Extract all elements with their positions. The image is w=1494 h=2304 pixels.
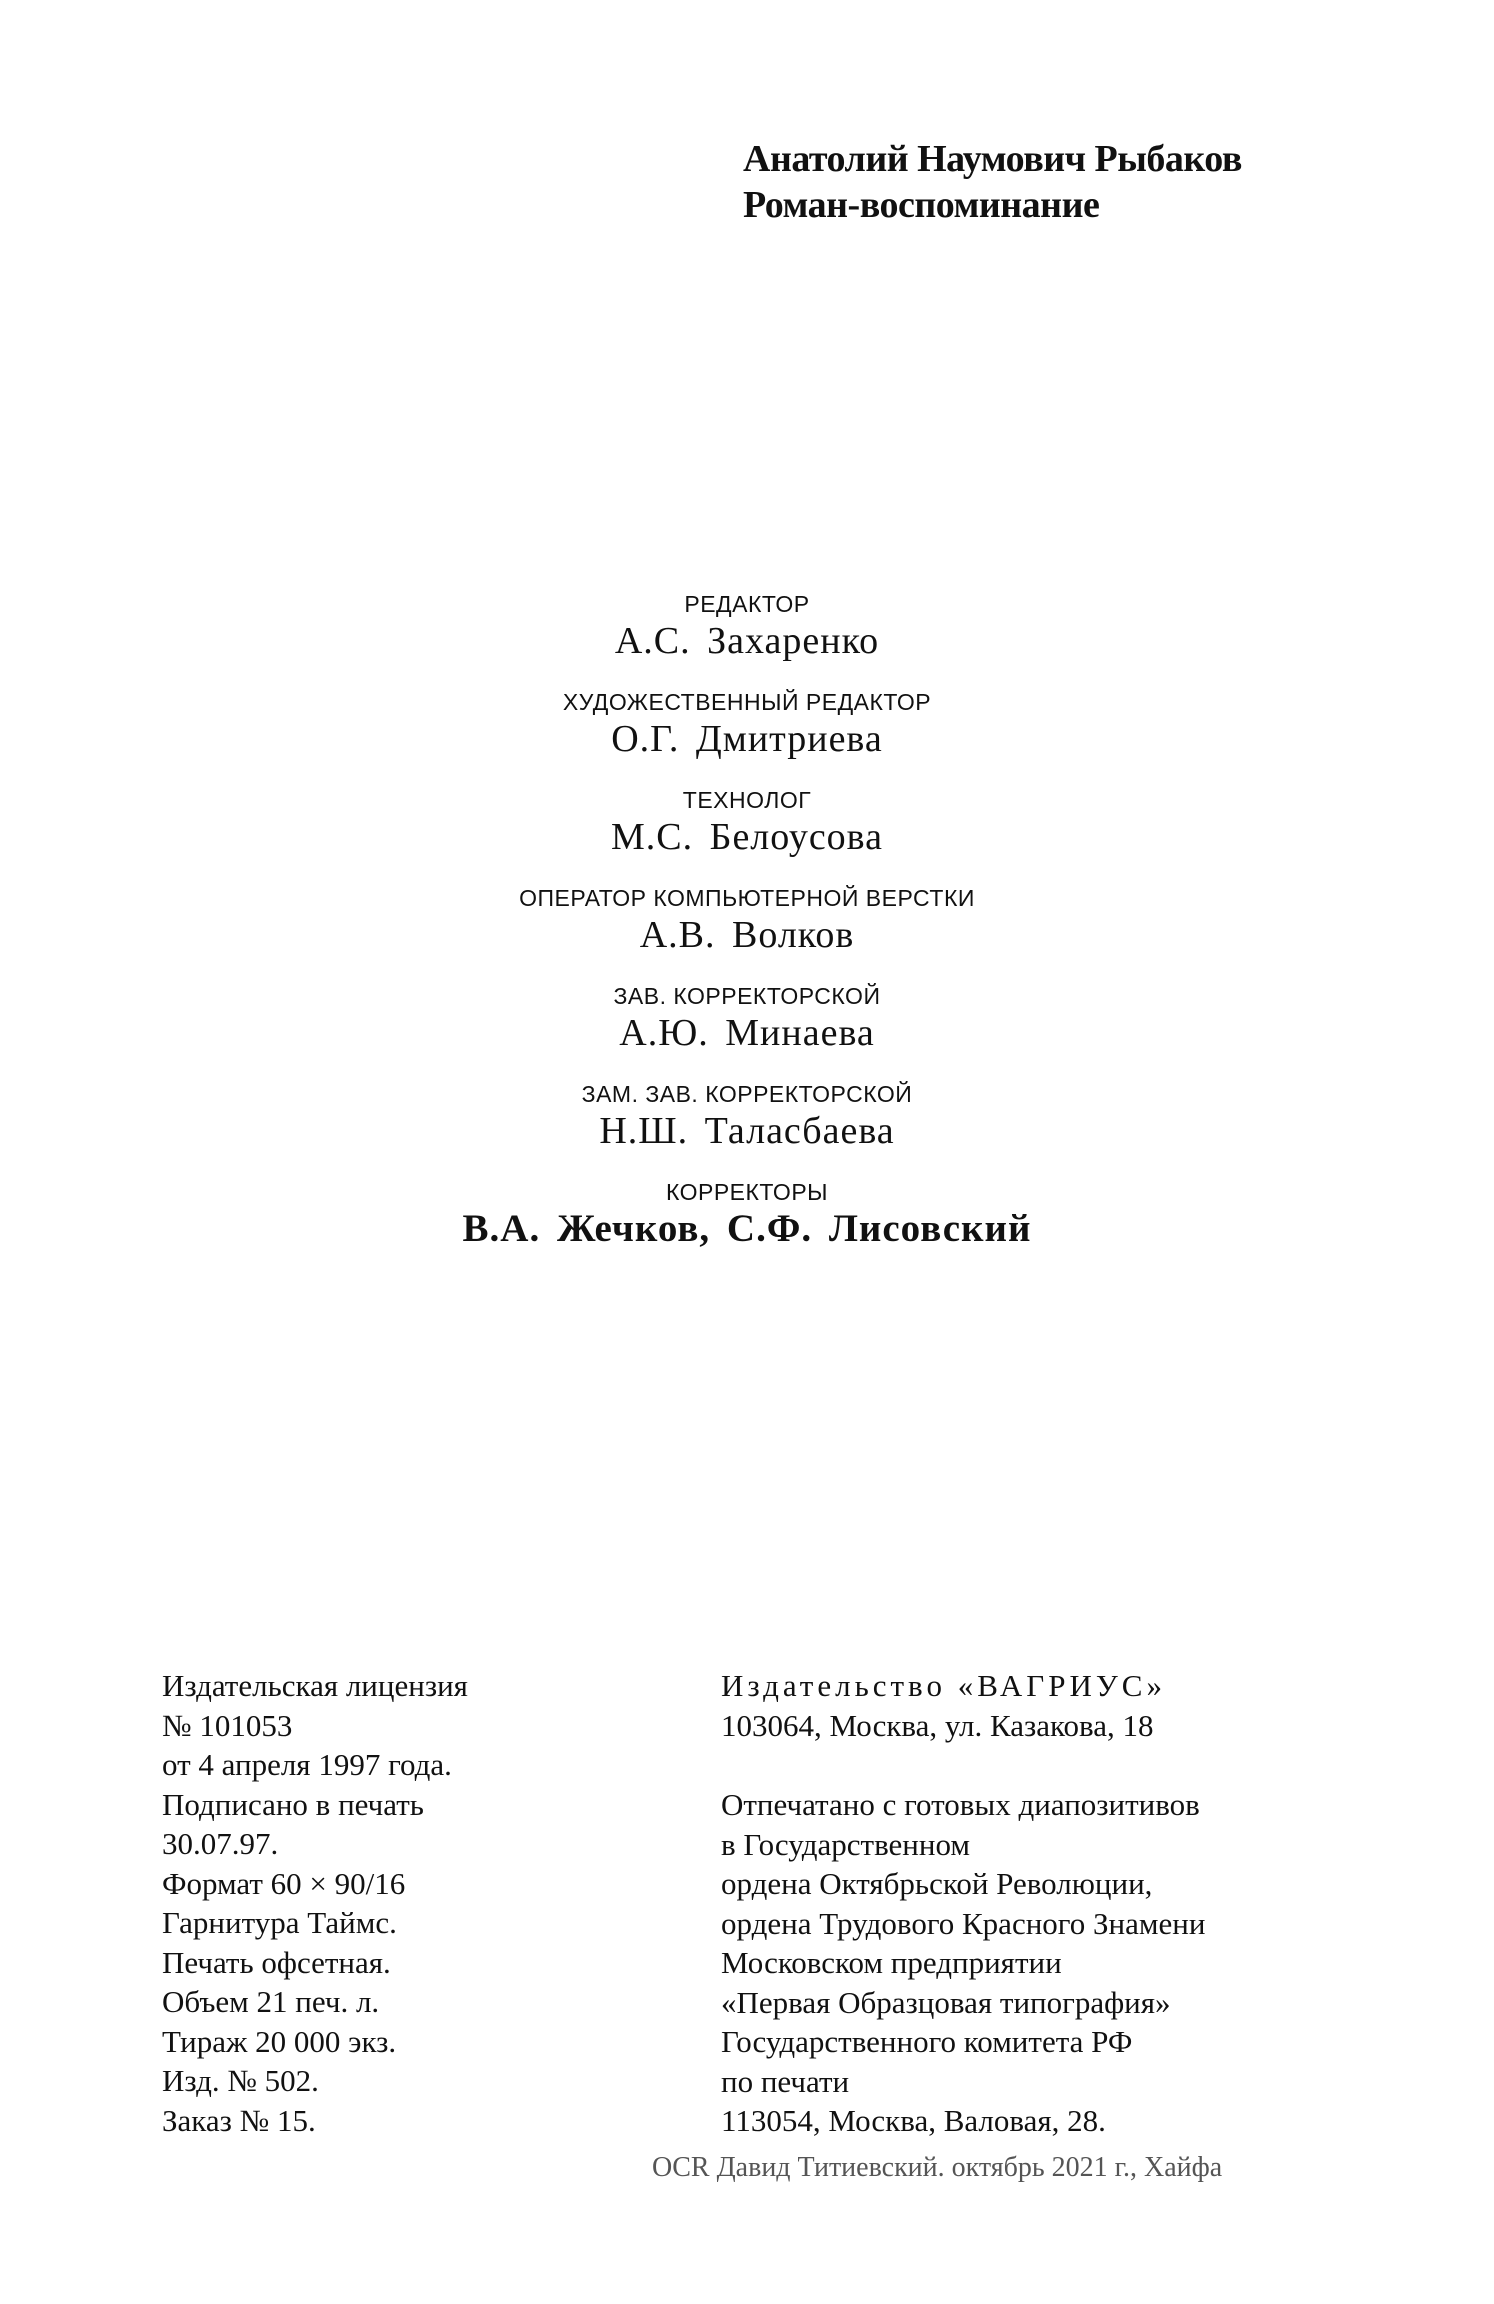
credit-editor xyxy=(0,590,1494,664)
credit-layout-operator xyxy=(0,884,1494,958)
credit-role: ХУДОЖЕСТВЕННЫЙ РЕДАКТОР xyxy=(562,689,932,715)
credit-name: Н.Ш. Таласбаева xyxy=(599,1110,895,1152)
credit-deputy-head-proofreader xyxy=(0,1080,1494,1154)
imprint-line: Подписано в печать xyxy=(162,1786,424,1822)
printer-line: Государственного комитета РФ xyxy=(721,2024,1133,2059)
printer-line: ордена Октябрьской Революции, xyxy=(721,1866,1153,1901)
credit-name: А.С. Захаренко xyxy=(614,620,880,662)
printer-line: Отпечатано с готовых диапозитивов xyxy=(721,1787,1200,1822)
credit-role: ОПЕРАТОР КОМПЬЮТЕРНОЙ ВЕРСТКИ xyxy=(519,885,975,911)
credit-art-editor xyxy=(0,688,1494,762)
author-name: Анатолий Наумович Рыбаков xyxy=(743,138,1242,180)
publisher-address: 103064, Москва, ул. Казакова, 18 xyxy=(721,1707,1154,1743)
credit-technologist xyxy=(0,786,1494,860)
printer-line: 113054, Москва, Валовая, 28. xyxy=(721,2103,1106,2138)
credit-role: РЕДАКТОР xyxy=(684,591,810,617)
imprint-line: № 101053 xyxy=(162,1707,293,1743)
credit-name: М.С. Белоусова xyxy=(610,816,883,858)
printer-line: в Государственном xyxy=(721,1826,971,1862)
credit-name: А.Ю. Минаева xyxy=(619,1012,875,1054)
imprint-left-column xyxy=(162,1666,468,2140)
credit-name: А.В. Волков xyxy=(639,914,855,956)
publisher-name: Издательство «ВАГРИУС» xyxy=(721,1668,1166,1703)
imprint-line: от 4 апреля 1997 года. xyxy=(162,1747,452,1782)
book-genre: Роман-воспоминание xyxy=(743,184,1100,226)
printer-line: «Первая Образцовая типография» xyxy=(721,1984,1171,2020)
imprint-line: Издательская лицензия xyxy=(162,1668,468,1703)
credit-role: КОРРЕКТОРЫ xyxy=(665,1179,829,1205)
printer-line: ордена Трудового Красного Знамени xyxy=(721,1905,1206,1941)
credit-role: ТЕХНОЛОГ xyxy=(682,787,812,813)
ocr-note: OCR Давид Титиевский. октябрь 2021 г., Хайфа xyxy=(652,2152,1223,2183)
credit-proofreaders xyxy=(0,1178,1494,1252)
imprint-line: Изд. № 502. xyxy=(162,2063,319,2098)
imprint-line: Заказ № 15. xyxy=(162,2102,316,2138)
imprint-line: Печать офсетная. xyxy=(162,1944,391,1980)
credit-role: ЗАВ. КОРРЕКТОРСКОЙ xyxy=(613,983,881,1009)
credit-role: ЗАМ. ЗАВ. КОРРЕКТОРСКОЙ xyxy=(581,1081,913,1107)
imprint-right-column xyxy=(721,1666,1205,2141)
printer-line: Московском предприятии xyxy=(721,1945,1062,1980)
credit-name: О.Г. Дмитриева xyxy=(611,718,883,760)
spacer xyxy=(721,1745,1205,1785)
printer-line: по печати xyxy=(721,2063,850,2099)
imprint-line: 30.07.97. xyxy=(162,1826,279,1861)
imprint-line: Тираж 20 000 экз. xyxy=(162,2023,397,2059)
book-header xyxy=(743,136,1242,228)
imprint-line: Объем 21 печ. л. xyxy=(162,1984,380,2019)
credit-head-proofreader xyxy=(0,982,1494,1056)
credit-name: В.А. Жечков, С.Ф. Лисовский xyxy=(462,1207,1032,1250)
imprint-line: Гарнитура Таймс. xyxy=(162,1905,397,1940)
credits-list xyxy=(0,590,1494,1276)
imprint-line: Формат 60 × 90/16 xyxy=(162,1865,406,1901)
